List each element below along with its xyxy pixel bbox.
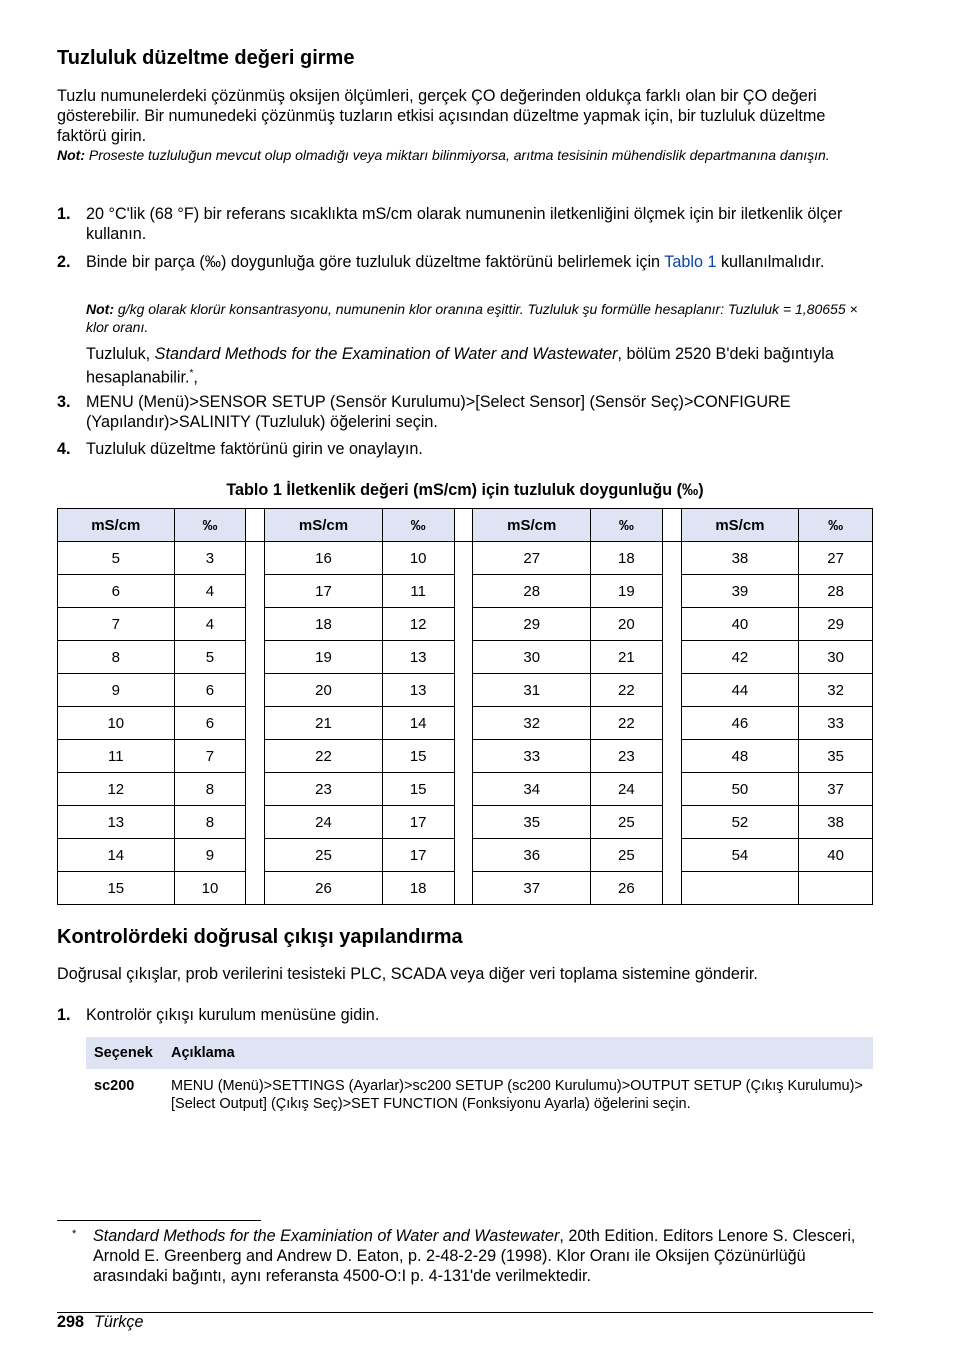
col-header: ‰ bbox=[799, 509, 873, 542]
table-cell: 29 bbox=[799, 608, 873, 641]
footnote-text bbox=[93, 1226, 873, 1286]
column-gap bbox=[454, 740, 473, 773]
section-title-salinity: Tuzluluk düzeltme değeri girme bbox=[57, 47, 355, 69]
column-gap bbox=[662, 707, 681, 740]
salinity-intro: Tuzlu numunelerdeki çözünmüş oksijen ölçümleri, gerçek ÇO değerinden oldukça farklı olan bir ÇO değeri gösterebilir. Bir numunedeki çözünmüş tuzların etkisi açısından düzeltme yapmak için, bir tuzluluk düzeltme faktörü girin. bbox=[57, 87, 826, 145]
para-end: , bbox=[193, 368, 198, 387]
table-cell: 27 bbox=[473, 542, 591, 575]
table-row bbox=[58, 641, 873, 674]
table-cell: 42 bbox=[681, 641, 799, 674]
table-row bbox=[58, 773, 873, 806]
table-cell: 11 bbox=[382, 575, 454, 608]
note-text: g/kg olarak klorür konsantrasyonu, numunenin klor oranına eşittir. Tuzluluk şu formülle hesaplanır: Tuzluluk = 1,80655 × klor oranı. bbox=[86, 301, 858, 335]
table-cell: 35 bbox=[799, 740, 873, 773]
column-gap bbox=[246, 740, 265, 773]
step-text: Kontrolör çıkışı kurulum menüsüne gidin. bbox=[86, 1006, 380, 1024]
table-cell: 24 bbox=[591, 773, 663, 806]
step-number: 1. bbox=[57, 1006, 71, 1024]
table-cell: 26 bbox=[591, 872, 663, 905]
table-cell: 7 bbox=[174, 740, 246, 773]
column-gap bbox=[454, 707, 473, 740]
salinity-formula-paragraph bbox=[86, 344, 873, 387]
col-header: ‰ bbox=[382, 509, 454, 542]
table-cell: 15 bbox=[382, 773, 454, 806]
table-cell: 29 bbox=[473, 608, 591, 641]
table-cell: 15 bbox=[58, 872, 175, 905]
table-cell: 22 bbox=[591, 674, 663, 707]
standard-methods-title: Standard Methods for the Examination of Water and Wastewater bbox=[154, 345, 618, 363]
table-cell: 28 bbox=[799, 575, 873, 608]
footnote-italic-title: Standard Methods for the Examiniation of Water and Wastewater bbox=[93, 1227, 560, 1245]
column-gap bbox=[662, 641, 681, 674]
column-gap bbox=[454, 674, 473, 707]
table-cell: 17 bbox=[382, 839, 454, 872]
column-gap bbox=[662, 509, 681, 542]
table-cell: 13 bbox=[382, 641, 454, 674]
table-cell: 30 bbox=[473, 641, 591, 674]
step-text: MENU (Menü)>SENSOR SETUP (Sensör Kurulumu)>[Select Sensor] (Sensör Seç)>CONFIGURE (Yapılandır)>SALINITY (Tuzluluk) öğelerini seçin. bbox=[86, 393, 791, 431]
table-cell: 10 bbox=[58, 707, 175, 740]
table-row bbox=[86, 1069, 873, 1121]
column-gap bbox=[246, 806, 265, 839]
table-cell: 18 bbox=[382, 872, 454, 905]
table-cell: 24 bbox=[265, 806, 383, 839]
option-description: MENU (Menü)>SETTINGS (Ayarlar)>sc200 SETUP (sc200 Kurulumu)>OUTPUT SETUP (Çıkış Kurulumu)>[Select Output] (Çıkış Seç)>SET FUNCTION (Fonksiyonu Ayarla) öğelerini seçin. bbox=[171, 1078, 863, 1112]
table-cell: 20 bbox=[265, 674, 383, 707]
table-cell: 13 bbox=[58, 806, 175, 839]
column-gap bbox=[246, 674, 265, 707]
col-header: mS/cm bbox=[265, 509, 383, 542]
table-cell: 37 bbox=[799, 773, 873, 806]
footnote-ref[interactable]: * bbox=[189, 368, 194, 379]
table-row bbox=[58, 839, 873, 872]
footnote-divider bbox=[57, 1220, 261, 1221]
table-cell: 27 bbox=[799, 542, 873, 575]
table-cell: 6 bbox=[58, 575, 175, 608]
column-gap bbox=[454, 773, 473, 806]
table-cell: 26 bbox=[265, 872, 383, 905]
note-label: Not: bbox=[86, 301, 114, 317]
column-gap bbox=[454, 608, 473, 641]
col-header: ‰ bbox=[591, 509, 663, 542]
table-cell: 50 bbox=[681, 773, 799, 806]
table-cell: 31 bbox=[473, 674, 591, 707]
col-header: ‰ bbox=[174, 509, 246, 542]
table-cell: 19 bbox=[265, 641, 383, 674]
column-gap bbox=[662, 740, 681, 773]
table-cell: 52 bbox=[681, 806, 799, 839]
table-cell: 40 bbox=[681, 608, 799, 641]
table-row bbox=[58, 674, 873, 707]
step-number: 4. bbox=[57, 440, 71, 458]
col-header-description: Açıklama bbox=[163, 1037, 873, 1069]
table-cell: 35 bbox=[473, 806, 591, 839]
column-gap bbox=[246, 542, 265, 575]
table-cell: 37 bbox=[473, 872, 591, 905]
table-cell: 8 bbox=[58, 641, 175, 674]
table-cell: 13 bbox=[382, 674, 454, 707]
table-cell: 4 bbox=[174, 575, 246, 608]
step-number: 1. bbox=[57, 205, 71, 223]
table-cell: 23 bbox=[591, 740, 663, 773]
table1-link[interactable]: Tablo 1 bbox=[664, 253, 717, 271]
table-cell: 18 bbox=[265, 608, 383, 641]
table-cell: 7 bbox=[58, 608, 175, 641]
column-gap bbox=[454, 839, 473, 872]
column-gap bbox=[246, 575, 265, 608]
table-cell: 54 bbox=[681, 839, 799, 872]
table-cell: 25 bbox=[265, 839, 383, 872]
footer-language: Türkçe bbox=[94, 1313, 144, 1331]
column-gap bbox=[454, 575, 473, 608]
col-header: mS/cm bbox=[681, 509, 799, 542]
column-gap bbox=[454, 806, 473, 839]
step-text bbox=[86, 252, 873, 272]
col-header: mS/cm bbox=[473, 509, 591, 542]
table1-caption: Tablo 1 İletkenlik değeri (mS/cm) için tuzluluk doygunluğu (‰) bbox=[226, 481, 704, 499]
column-gap bbox=[662, 872, 681, 905]
table-row bbox=[58, 806, 873, 839]
table-cell: 23 bbox=[265, 773, 383, 806]
column-gap bbox=[246, 509, 265, 542]
table-cell: 34 bbox=[473, 773, 591, 806]
table-row bbox=[58, 707, 873, 740]
column-gap bbox=[662, 575, 681, 608]
table-cell: 32 bbox=[799, 674, 873, 707]
table-cell: 15 bbox=[382, 740, 454, 773]
table-cell: 48 bbox=[681, 740, 799, 773]
column-gap bbox=[246, 839, 265, 872]
table-cell: 30 bbox=[799, 641, 873, 674]
table-cell: 18 bbox=[591, 542, 663, 575]
step-number: 2. bbox=[57, 253, 71, 271]
table-cell: 6 bbox=[174, 674, 246, 707]
page-footer bbox=[57, 1313, 144, 1332]
column-gap bbox=[454, 542, 473, 575]
table-row bbox=[58, 608, 873, 641]
column-gap bbox=[662, 542, 681, 575]
note-text: Proseste tuzluluğun mevcut olup olmadığı veya miktarı bilinmiyorsa, arıtma tesisinin mühendislik departmanına danışın. bbox=[85, 147, 830, 163]
table-cell bbox=[681, 872, 799, 905]
table-cell: 8 bbox=[174, 773, 246, 806]
options-header-row bbox=[86, 1037, 873, 1069]
table-cell: 36 bbox=[473, 839, 591, 872]
column-gap bbox=[662, 608, 681, 641]
table-cell: 44 bbox=[681, 674, 799, 707]
table-cell: 46 bbox=[681, 707, 799, 740]
column-gap bbox=[246, 707, 265, 740]
document-page bbox=[57, 0, 873, 1354]
step2-pre: Binde bir parça (‰) doygunluğa göre tuzluluk düzeltme faktörünü belirlemek için bbox=[86, 253, 665, 271]
table-cell: 28 bbox=[473, 575, 591, 608]
table-cell: 38 bbox=[681, 542, 799, 575]
table-cell: 38 bbox=[799, 806, 873, 839]
table-cell: 40 bbox=[799, 839, 873, 872]
table-cell bbox=[799, 872, 873, 905]
table-cell: 33 bbox=[799, 707, 873, 740]
column-gap bbox=[246, 872, 265, 905]
column-gap bbox=[454, 641, 473, 674]
column-gap bbox=[662, 806, 681, 839]
table-row bbox=[58, 542, 873, 575]
table-cell: 33 bbox=[473, 740, 591, 773]
table-cell: 10 bbox=[174, 872, 246, 905]
column-gap bbox=[454, 872, 473, 905]
step2-post: kullanılmalıdır. bbox=[716, 253, 825, 271]
table-cell: 8 bbox=[174, 806, 246, 839]
table-cell: 17 bbox=[382, 806, 454, 839]
table-cell: 3 bbox=[174, 542, 246, 575]
section-title-linear-output: Kontrolördeki doğrusal çıkışı yapılandırma bbox=[57, 926, 463, 948]
column-gap bbox=[246, 773, 265, 806]
column-gap bbox=[246, 641, 265, 674]
table-cell: 25 bbox=[591, 839, 663, 872]
table-cell: 25 bbox=[591, 806, 663, 839]
table-cell: 9 bbox=[58, 674, 175, 707]
table-cell: 16 bbox=[265, 542, 383, 575]
table-cell: 6 bbox=[174, 707, 246, 740]
table-cell: 20 bbox=[591, 608, 663, 641]
salinity-table-body bbox=[58, 542, 873, 905]
note-label: Not: bbox=[57, 147, 85, 163]
linear-output-intro: Doğrusal çıkışlar, prob verilerini tesisteki PLC, SCADA veya diğer veri toplama sistemine gönderir. bbox=[57, 965, 758, 983]
table-cell: 5 bbox=[58, 542, 175, 575]
table-cell: 10 bbox=[382, 542, 454, 575]
table-cell: 21 bbox=[265, 707, 383, 740]
table-cell: 14 bbox=[58, 839, 175, 872]
col-header-option: Seçenek bbox=[86, 1037, 163, 1069]
salinity-note bbox=[57, 146, 873, 164]
footnote-body: , 20th Edition. Editors Lenore S. Clesceri, Arnold E. Greenberg and Andrew D. Eaton, p. 2-48-2-29 (1998). Klor Oranı ile Oksijen Çözünürlüğü arasındaki bağıntı, aynı referansta 4500-O:I p. 4-131'de verilmektedir. bbox=[93, 1227, 856, 1285]
column-gap bbox=[246, 608, 265, 641]
table-cell: 32 bbox=[473, 707, 591, 740]
table-cell: 11 bbox=[58, 740, 175, 773]
column-gap bbox=[454, 509, 473, 542]
footnote-mark: * bbox=[72, 1228, 77, 1240]
table-cell: 21 bbox=[591, 641, 663, 674]
options-table bbox=[86, 1037, 873, 1121]
salinity-table bbox=[57, 508, 873, 905]
table-cell: 5 bbox=[174, 641, 246, 674]
step-text: 20 °C'lik (68 °F) bir referans sıcaklıkta mS/cm olarak numunenin iletkenliğini ölçmek için bir iletkenlik ölçer kullanın. bbox=[86, 205, 843, 243]
column-gap bbox=[662, 674, 681, 707]
column-gap bbox=[662, 839, 681, 872]
step-number: 3. bbox=[57, 393, 71, 411]
option-key: sc200 bbox=[94, 1078, 135, 1094]
table-header-row bbox=[58, 509, 873, 542]
para-pre: Tuzluluk, bbox=[86, 345, 155, 363]
table-cell: 17 bbox=[265, 575, 383, 608]
table-row bbox=[58, 575, 873, 608]
footer-divider bbox=[57, 1312, 873, 1313]
table-row bbox=[58, 740, 873, 773]
table-cell: 39 bbox=[681, 575, 799, 608]
col-header: mS/cm bbox=[58, 509, 175, 542]
table-cell: 4 bbox=[174, 608, 246, 641]
para-post: , bölüm 2520 B'deki bağıntıyla hesaplanabilir. bbox=[86, 345, 834, 387]
table-cell: 9 bbox=[174, 839, 246, 872]
table-cell: 19 bbox=[591, 575, 663, 608]
table-cell: 14 bbox=[382, 707, 454, 740]
table-cell: 12 bbox=[382, 608, 454, 641]
table-row bbox=[58, 872, 873, 905]
table-cell: 12 bbox=[58, 773, 175, 806]
column-gap bbox=[662, 773, 681, 806]
step-text: Tuzluluk düzeltme faktörünü girin ve onaylayın. bbox=[86, 440, 423, 458]
table-cell: 22 bbox=[265, 740, 383, 773]
page-number: 298 bbox=[57, 1313, 85, 1331]
table-cell: 22 bbox=[591, 707, 663, 740]
step2-note bbox=[86, 300, 873, 336]
